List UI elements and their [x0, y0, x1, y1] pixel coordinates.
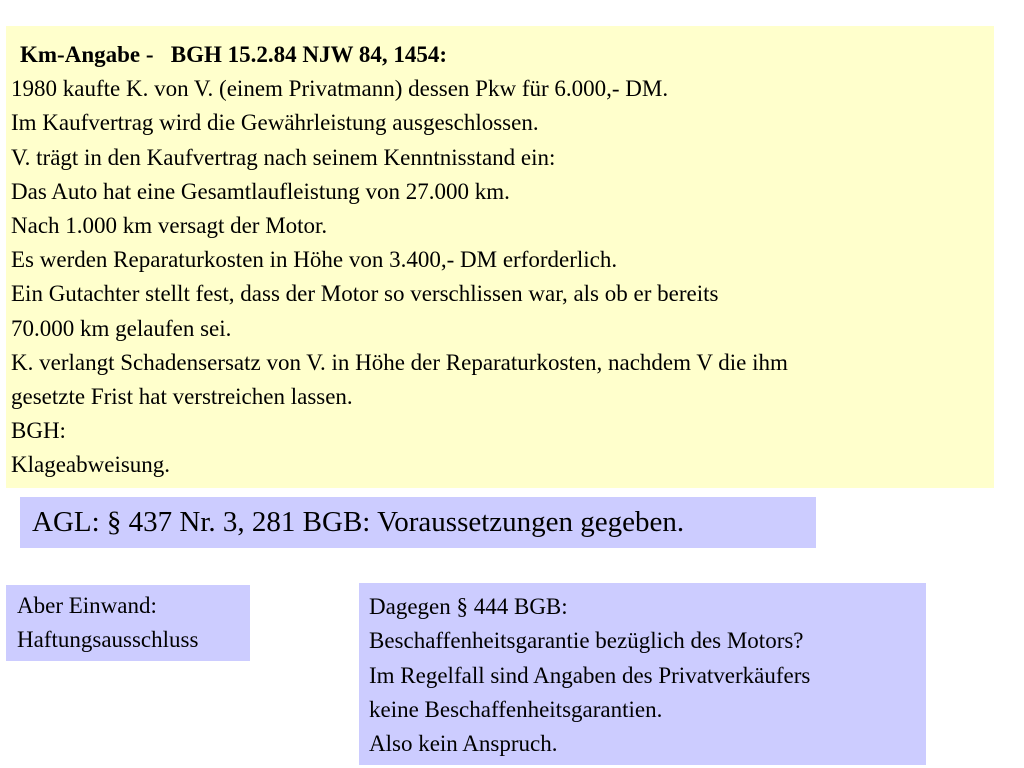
- counter-line: Also kein Anspruch.: [369, 731, 558, 757]
- case-facts-box: [6, 26, 994, 488]
- objection-line: Haftungsausschluss: [17, 627, 199, 652]
- case-title: Km-Angabe - BGH 15.2.84 NJW 84, 1454:: [20, 42, 447, 67]
- case-line: 70.000 km gelaufen sei.: [11, 315, 232, 341]
- case-line: Im Kaufvertrag wird die Gewährleistung ausgeschlossen.: [11, 110, 539, 136]
- case-line: 1980 kaufte K. von V. (einem Privatmann) dessen Pkw für 6.000,- DM.: [11, 76, 669, 102]
- objection-box: [6, 585, 250, 661]
- counter-line: Beschaffenheitsgarantie bezüglich des Motors?: [369, 628, 804, 654]
- case-line: gesetzte Frist hat verstreichen lassen.: [11, 384, 353, 410]
- case-line: V. trägt in den Kaufvertrag nach seinem Kenntnisstand ein:: [11, 144, 556, 170]
- objection-line: Aber Einwand:: [17, 593, 157, 618]
- case-line: Das Auto hat eine Gesamtlaufleistung von 27.000 km.: [11, 178, 510, 204]
- case-line: Nach 1.000 km versagt der Motor.: [11, 213, 328, 239]
- counter-line: Dagegen § 444 BGB:: [369, 594, 568, 619]
- counter-argument-box: [359, 583, 926, 765]
- case-line: Es werden Reparaturkosten in Höhe von 3.400,- DM erforderlich.: [11, 247, 618, 273]
- case-line: Ein Gutachter stellt fest, dass der Motor so verschlissen war, als ob er bereits: [11, 281, 719, 307]
- counter-line: Im Regelfall sind Angaben des Privatverkäufers: [369, 662, 811, 688]
- case-line: K. verlangt Schadensersatz von V. in Höhe der Reparaturkosten, nachdem V die ihm: [11, 349, 788, 375]
- claim-basis-text: AGL: § 437 Nr. 3, 281 BGB: Voraussetzungen gegeben.: [32, 506, 685, 538]
- case-line: Klageabweisung.: [11, 452, 171, 478]
- claim-basis-box: [20, 497, 816, 548]
- counter-line: keine Beschaffenheitsgarantien.: [369, 696, 663, 722]
- case-line: BGH:: [11, 418, 66, 444]
